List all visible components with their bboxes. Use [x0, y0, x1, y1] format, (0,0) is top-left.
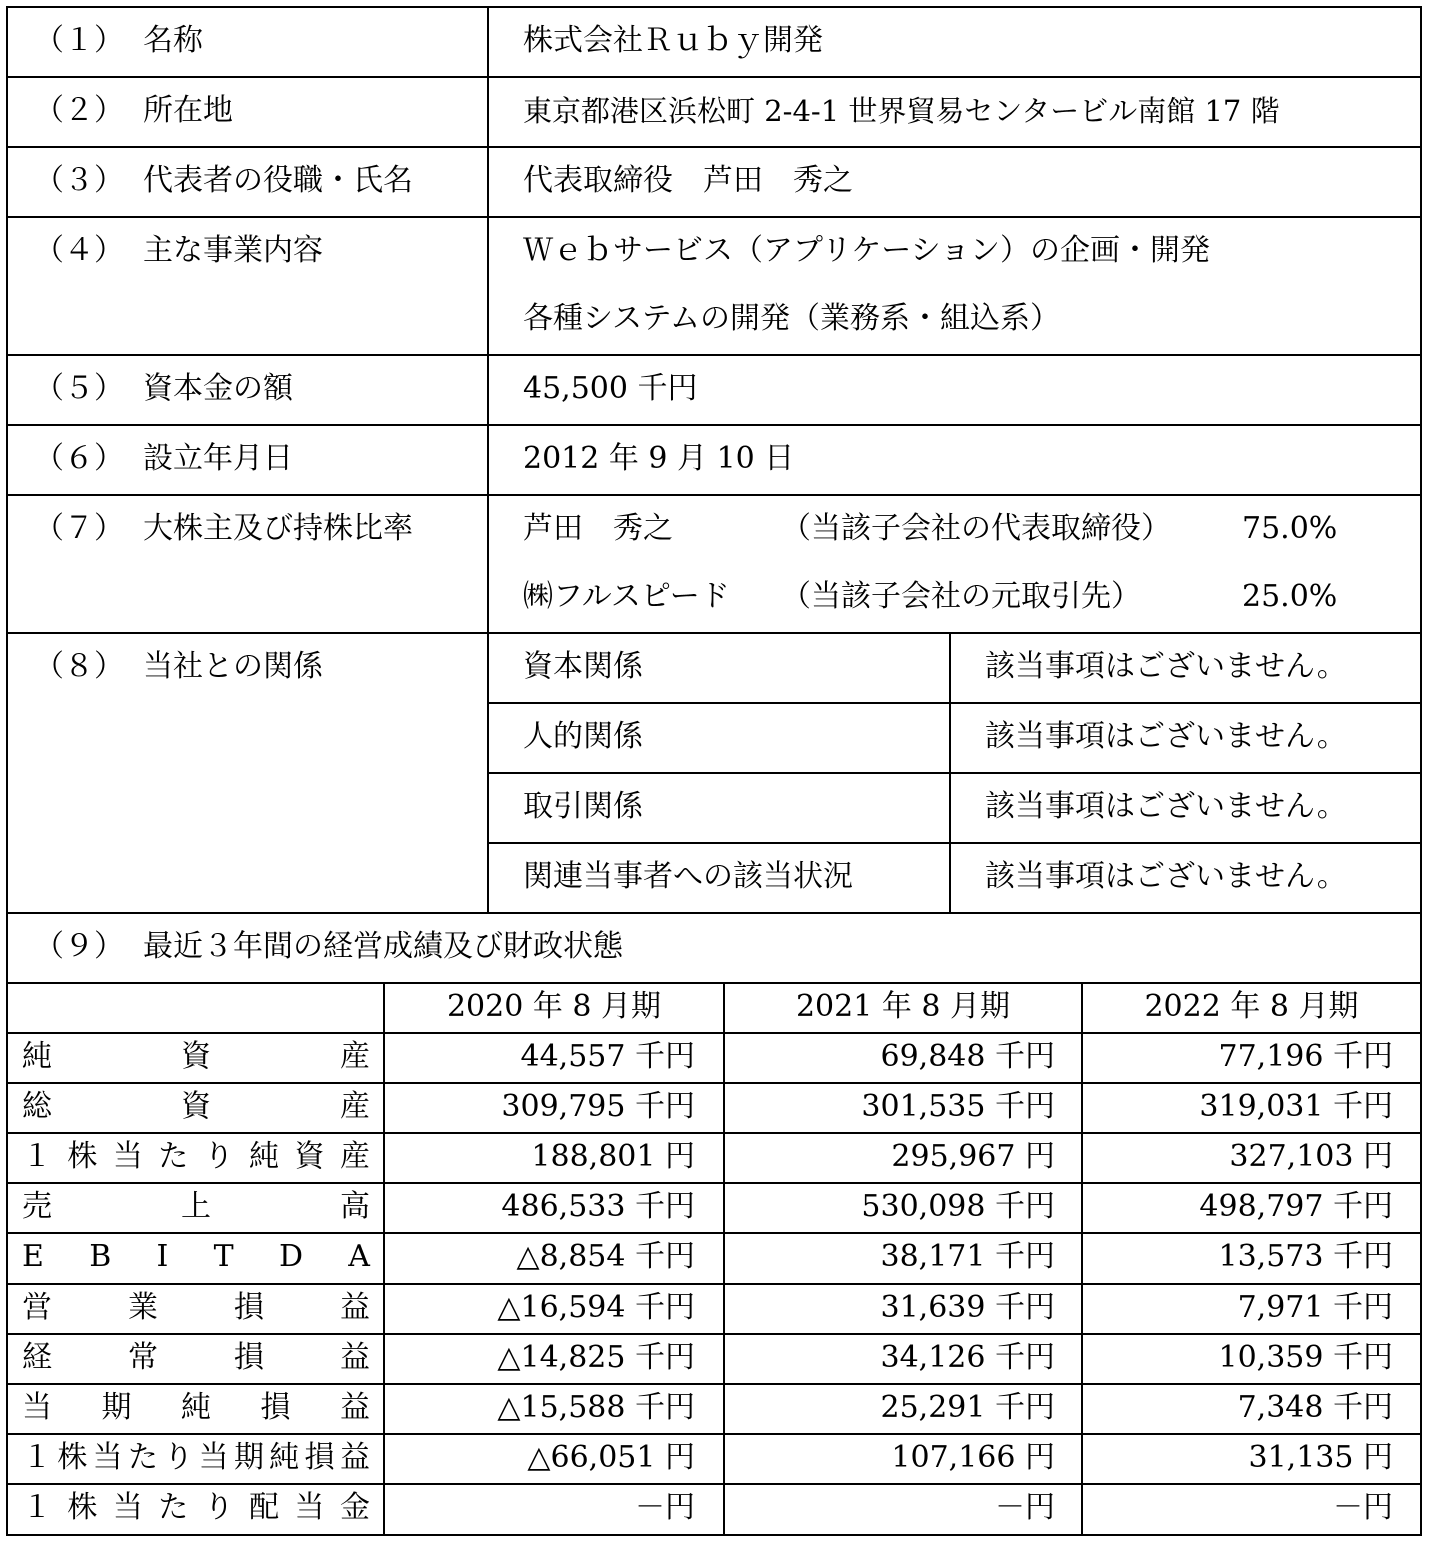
financial-value: －円	[635, 1490, 695, 1525]
row-divider	[6, 354, 1422, 356]
relationship-label: 人的関係	[523, 719, 643, 754]
financial-value: 13,573 千円	[1218, 1239, 1393, 1274]
row-number: （４）	[34, 233, 124, 268]
shareholder-name: ㈱フルスピード	[523, 579, 730, 614]
representative-value: 代表取締役 芦田 秀之	[523, 163, 853, 198]
financial-value: 301,535 千円	[861, 1089, 1055, 1124]
row-label-address: 所在地	[143, 93, 233, 128]
row-divider	[6, 1283, 1422, 1285]
shareholder-name: 芦田 秀之	[523, 511, 673, 546]
row-divider	[6, 982, 1422, 984]
financial-value: 530,098 千円	[861, 1189, 1055, 1224]
business-value-1: Ｗｅｂサービス（アプリケーション）の企画・開発	[523, 233, 1210, 268]
row-label-relationship: 当社との関係	[143, 649, 323, 684]
row-divider	[6, 632, 1422, 634]
border-top	[6, 6, 1422, 8]
row-number: （６）	[34, 441, 124, 476]
financials-title: 最近３年間の経営成績及び財政状態	[143, 929, 623, 964]
row-divider	[6, 1383, 1422, 1385]
period-header: 2020 年 8 月期	[446, 989, 662, 1024]
financial-value: △15,588 千円	[497, 1390, 695, 1425]
row-number: （３）	[34, 163, 124, 198]
row-label-business: 主な事業内容	[143, 233, 323, 268]
financial-row-label: １ 株 当 た り 当 期 純 損 益	[22, 1440, 370, 1475]
row-number: （２）	[34, 93, 124, 128]
row-divider	[6, 146, 1422, 148]
financial-value: △14,825 千円	[497, 1340, 695, 1375]
relationship-value: 該当事項はございません。	[985, 789, 1347, 824]
border-right	[1420, 6, 1422, 1536]
row-divider	[6, 1333, 1422, 1335]
shareholder-ratio: 25.0%	[1242, 579, 1338, 614]
financial-row-label: １ 株 当 た り 配 当 金	[22, 1490, 370, 1525]
row-divider	[6, 216, 1422, 218]
financial-value: －円	[995, 1490, 1055, 1525]
financial-value: 10,359 千円	[1218, 1340, 1393, 1375]
row-divider	[487, 772, 1422, 774]
row-divider	[6, 1182, 1422, 1184]
financial-row-label: E B I T D A	[22, 1239, 370, 1274]
financial-value: 38,171 千円	[880, 1239, 1055, 1274]
row-divider	[6, 424, 1422, 426]
financial-value: 107,166 円	[891, 1440, 1055, 1475]
financial-value: 498,797 千円	[1199, 1189, 1393, 1224]
row-label-name: 名称	[143, 23, 203, 58]
financial-row-label: 総 資 産	[22, 1089, 370, 1124]
row-number: （１）	[34, 23, 124, 58]
company-overview-table	[6, 6, 1422, 1536]
financial-value: 295,967 円	[891, 1139, 1055, 1174]
row-divider	[6, 76, 1422, 78]
row-divider	[6, 494, 1422, 496]
relationship-label: 関連当事者への該当状況	[523, 859, 853, 894]
relationship-value: 該当事項はございません。	[985, 719, 1347, 754]
financial-value: 77,196 千円	[1218, 1039, 1393, 1074]
financial-value: △8,854 千円	[516, 1239, 695, 1274]
row-number: （５）	[34, 371, 124, 406]
row-number: （７）	[34, 511, 124, 546]
financial-row-label: 売 上 高	[22, 1189, 370, 1224]
financial-row-label: 当 期 純 損 益	[22, 1390, 370, 1425]
address-value: 東京都港区浜松町 2-4-1 世界貿易センタービル南館 17 階	[523, 94, 1280, 128]
shareholder-ratio: 75.0%	[1242, 511, 1338, 546]
financial-value: 69,848 千円	[880, 1039, 1055, 1074]
period-header: 2021 年 8 月期	[795, 989, 1011, 1024]
border-bottom	[6, 1534, 1422, 1536]
financial-value: △16,594 千円	[497, 1290, 695, 1325]
financial-value: 309,795 千円	[501, 1089, 695, 1124]
row-divider	[487, 702, 1422, 704]
relationship-label: 資本関係	[523, 649, 643, 684]
column-divider	[949, 632, 951, 912]
capital-value: 45,500 千円	[523, 371, 698, 406]
financial-value: 7,348 千円	[1237, 1390, 1393, 1425]
financial-value: 486,533 千円	[501, 1189, 695, 1224]
financial-row-label: 営 業 損 益	[22, 1290, 370, 1325]
relationship-value: 該当事項はございません。	[985, 649, 1347, 684]
row-divider	[6, 1232, 1422, 1234]
row-divider	[6, 1082, 1422, 1084]
financial-value: 25,291 千円	[880, 1390, 1055, 1425]
financial-row-label: 純 資 産	[22, 1039, 370, 1074]
row-divider	[6, 1032, 1422, 1034]
established-value: 2012 年 9 月 10 日	[523, 441, 795, 476]
financial-value: 319,031 千円	[1199, 1089, 1393, 1124]
relationship-label: 取引関係	[523, 789, 643, 824]
financial-row-label: １ 株 当 た り 純 資 産	[22, 1139, 370, 1174]
company-name-value: 株式会社Ｒｕｂｙ開発	[523, 23, 823, 58]
financial-value: △66,051 円	[527, 1440, 695, 1475]
row-divider	[487, 842, 1422, 844]
financial-value: －円	[1333, 1490, 1393, 1525]
border-left	[6, 6, 8, 1536]
row-label-shareholders: 大株主及び持株比率	[143, 511, 413, 546]
row-divider	[6, 1132, 1422, 1134]
financial-value: 31,135 円	[1248, 1440, 1393, 1475]
business-value-2: 各種システムの開発（業務系・組込系）	[523, 301, 1060, 336]
row-label-representative: 代表者の役職・氏名	[143, 163, 413, 198]
shareholder-note: （当該子会社の代表取締役）	[781, 511, 1171, 546]
financial-value: 44,557 千円	[520, 1039, 695, 1074]
period-header: 2022 年 8 月期	[1144, 989, 1359, 1024]
column-divider	[487, 6, 489, 912]
shareholder-note: （当該子会社の元取引先）	[781, 579, 1141, 614]
financial-value: 327,103 円	[1229, 1139, 1393, 1174]
row-divider	[6, 912, 1422, 914]
financial-row-label: 経 常 損 益	[22, 1340, 370, 1375]
row-label-capital: 資本金の額	[143, 371, 293, 406]
row-divider	[6, 1483, 1422, 1485]
financial-value: 31,639 千円	[880, 1290, 1055, 1325]
row-number: （９）	[34, 929, 124, 964]
financial-value: 34,126 千円	[880, 1340, 1055, 1375]
relationship-value: 該当事項はございません。	[985, 859, 1347, 894]
row-number: （８）	[34, 649, 124, 684]
financial-value: 7,971 千円	[1237, 1290, 1393, 1325]
financial-value: 188,801 円	[531, 1139, 695, 1174]
row-label-established: 設立年月日	[143, 441, 293, 476]
row-divider	[6, 1433, 1422, 1435]
